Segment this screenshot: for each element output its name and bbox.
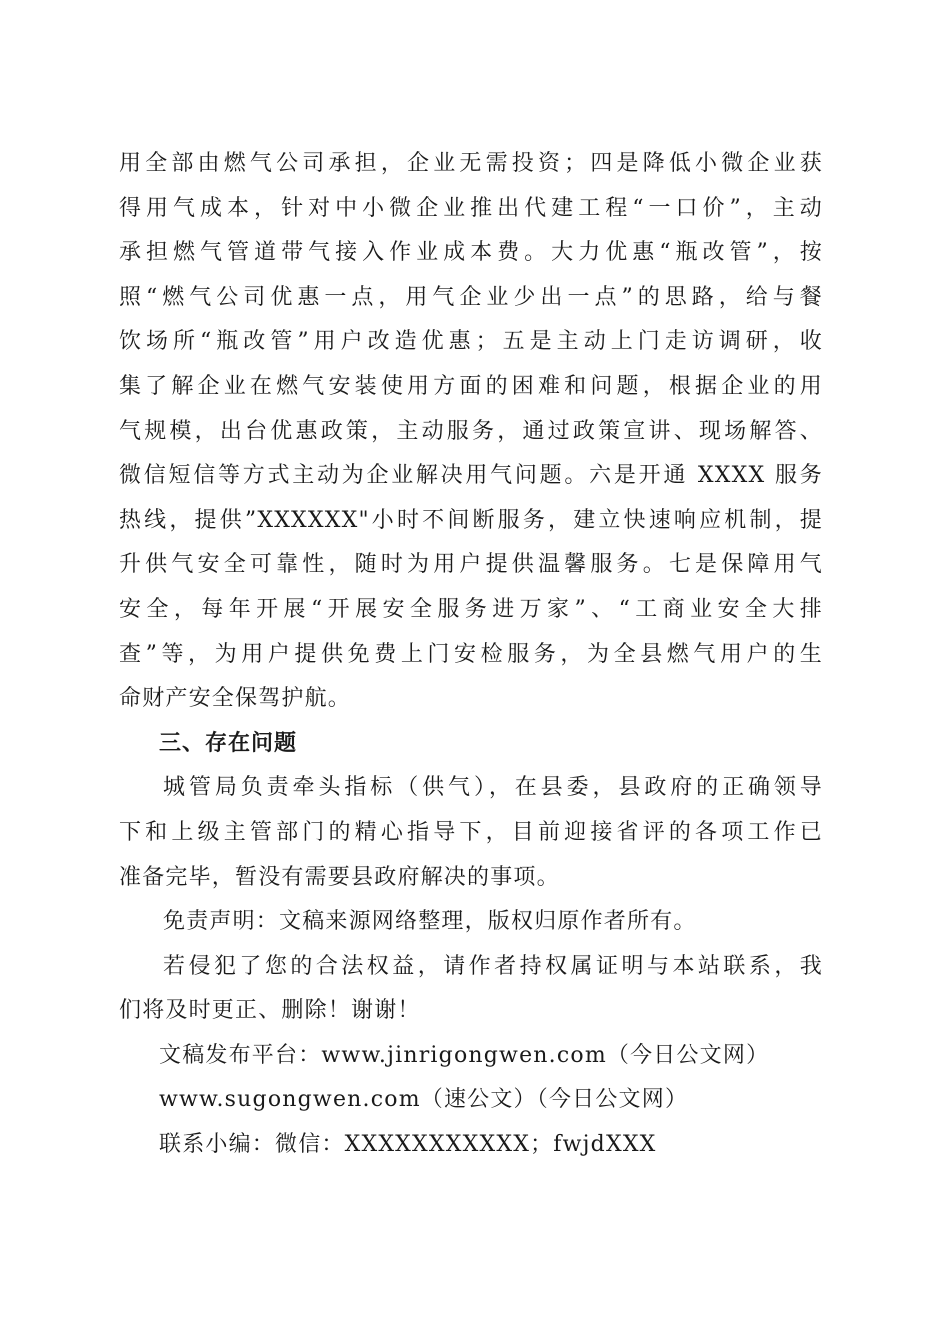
platform-line: www.sugongwen.com（速公文）（今日公文网） xyxy=(159,1087,689,1113)
platform-line: 文稿发布平台：www.jinrigongwen.com（今日公文网） xyxy=(159,1042,770,1068)
document-page xyxy=(119,142,823,1168)
platform-info xyxy=(119,1034,823,1168)
text-line: 查”等，为用户提供免费上门安检服务，为全县燃气用户的生 xyxy=(119,641,823,667)
text-line: 得用气成本，针对中小微企业推出代建工程“一口价”，主动 xyxy=(119,195,823,221)
continued-paragraph xyxy=(119,142,823,722)
text-line: 准备完毕，暂没有需要县政府解决的事项。 xyxy=(119,864,560,890)
text-line: 气规模，出台优惠政策，主动服务，通过政策宣讲、现场解答、 xyxy=(119,418,823,444)
text-line: 安全，每年开展“开展安全服务进万家”、“工商业安全大排 xyxy=(119,596,823,622)
disclaimer-line: 若侵犯了您的合法权益，请作者持权属证明与本站联系，我 xyxy=(163,953,823,979)
disclaimer-line: 们将及时更正、删除！谢谢！ xyxy=(119,998,421,1024)
text-line: 照“燃气公司优惠一点，用气企业少出一点”的思路，给与餐 xyxy=(119,284,823,310)
text-line: 命财产安全保驾护航。 xyxy=(119,686,352,712)
text-line: 承担燃气管道带气接入作业成本费。大力优惠“瓶改管”，按 xyxy=(119,240,823,266)
text-line: 热线，提供”XXXXXX"小时不间断服务，建立快速响应机制，提 xyxy=(119,507,823,533)
text-line: 下和上级主管部门的精心指导下，目前迎接省评的各项工作已 xyxy=(119,819,823,845)
text-line: 升供气安全可靠性，随时为用户提供温馨服务。七是保障用气 xyxy=(119,552,823,578)
disclaimer xyxy=(119,900,823,1034)
disclaimer-line: 免责声明：文稿来源网络整理，版权归原作者所有。 xyxy=(163,909,697,935)
issues-paragraph xyxy=(119,766,823,900)
text-line: 集了解企业在燃气安装使用方面的困难和问题，根据企业的用 xyxy=(119,373,823,399)
text-line: 城管局负责牵头指标（供气），在县委，县政府的正确领导 xyxy=(163,775,823,801)
text-line: 用全部由燃气公司承担，企业无需投资；四是降低小微企业获 xyxy=(119,151,823,176)
section-heading: 三、存在问题 xyxy=(159,730,298,756)
text-line: 微信短信等方式主动为企业解决用气问题。六是开通 XXXX 服务 xyxy=(119,463,823,489)
contact-line: 联系小编：微信：XXXXXXXXXXX；fwjdXXX xyxy=(159,1132,657,1158)
text-line: 饮场所“瓶改管”用户改造优惠；五是主动上门走访调研，收 xyxy=(119,329,823,355)
